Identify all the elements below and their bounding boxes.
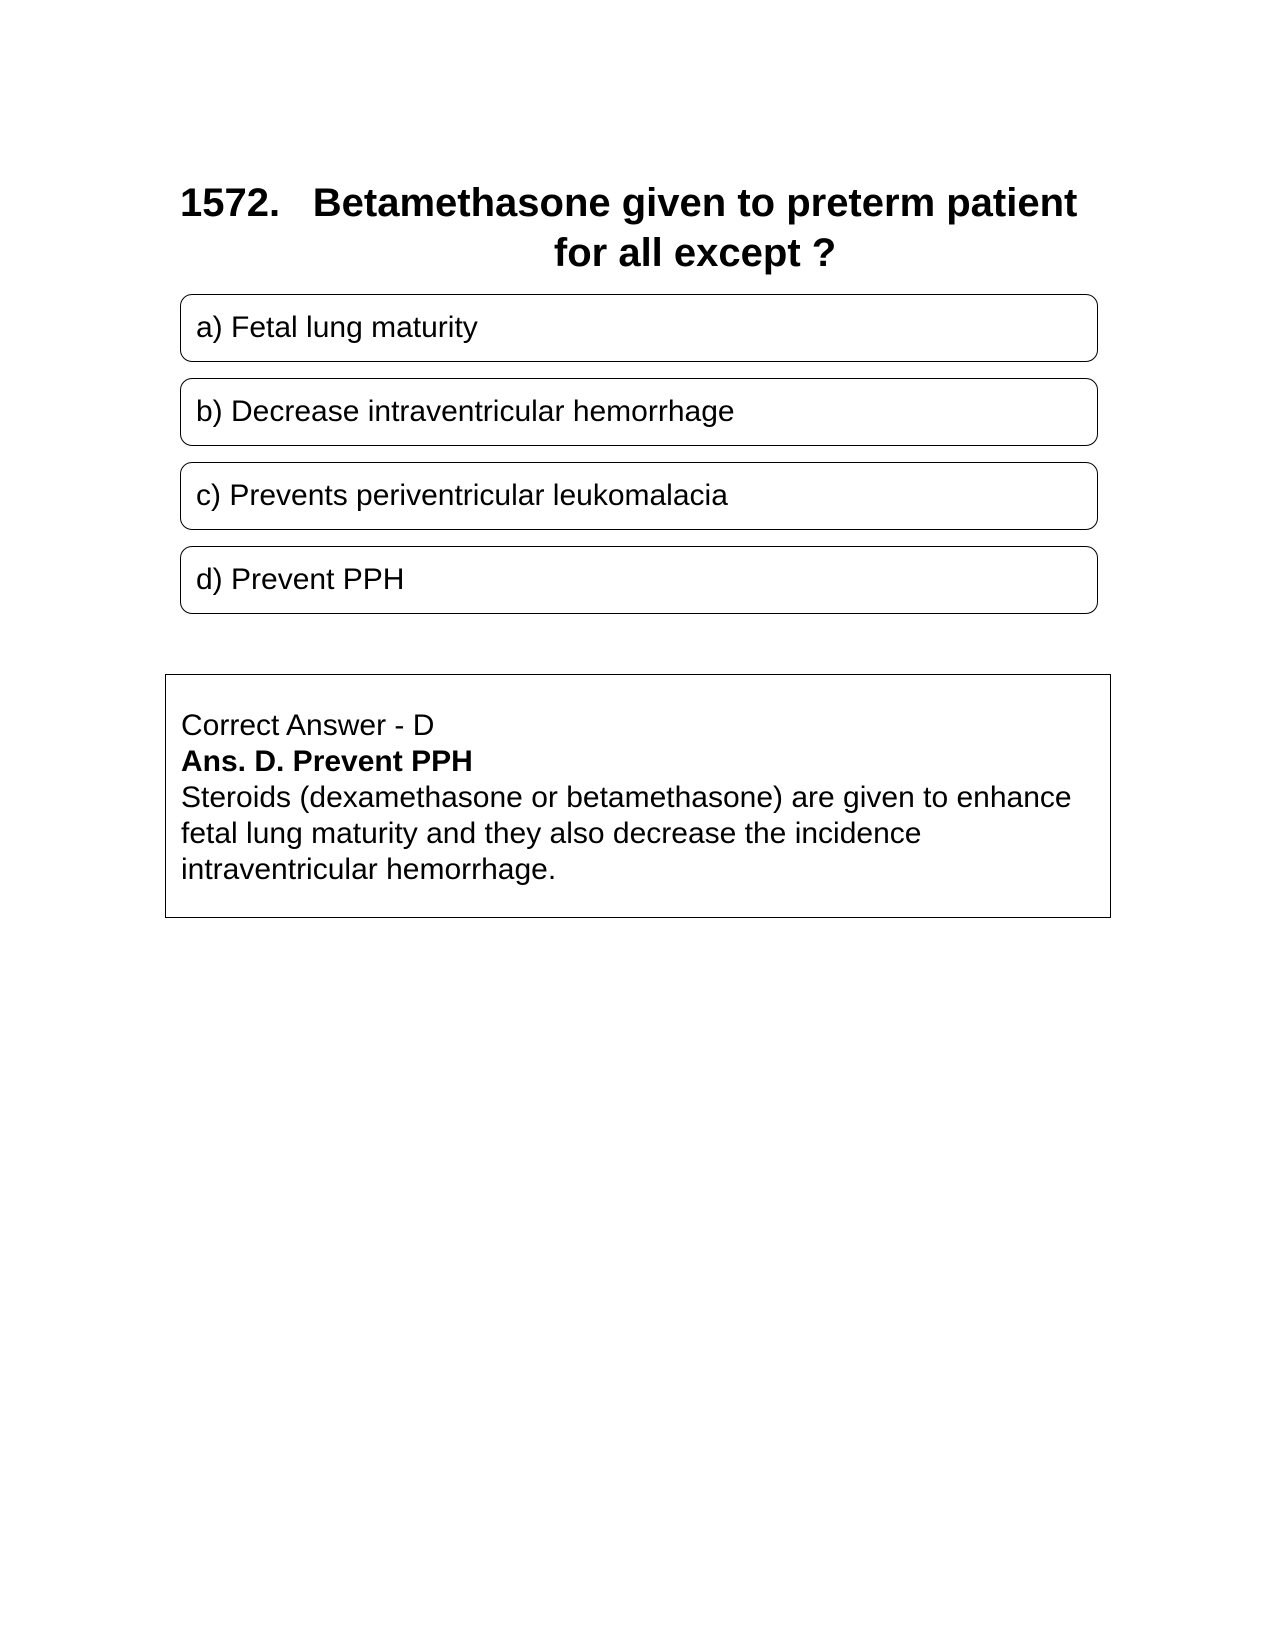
correct-answer-line: Correct Answer - D (181, 709, 435, 742)
option-a-label: a) Fetal lung maturity (196, 311, 478, 344)
options-list (180, 294, 1098, 630)
answer-box (165, 674, 1111, 918)
answer-explanation: Steroids (dexamethasone or betamethasone) are given to enhance fetal lung maturity and they also decrease the incidence intraventricular hemorrhage. (181, 781, 1072, 886)
question-title (180, 178, 1098, 278)
option-d-label: d) Prevent PPH (196, 563, 405, 596)
option-c[interactable] (180, 462, 1098, 530)
option-a[interactable] (180, 294, 1098, 362)
option-b[interactable] (180, 378, 1098, 446)
option-d[interactable] (180, 546, 1098, 614)
option-c-label: c) Prevents periventricular leukomalacia (196, 479, 728, 512)
question-text: Betamethasone given to preterm patient for all except ? (312, 181, 1078, 275)
answer-heading: Ans. D. Prevent PPH (181, 745, 473, 778)
question-block (180, 178, 1098, 278)
option-b-label: b) Decrease intraventricular hemorrhage (196, 395, 735, 428)
question-number: 1572. (180, 181, 281, 225)
